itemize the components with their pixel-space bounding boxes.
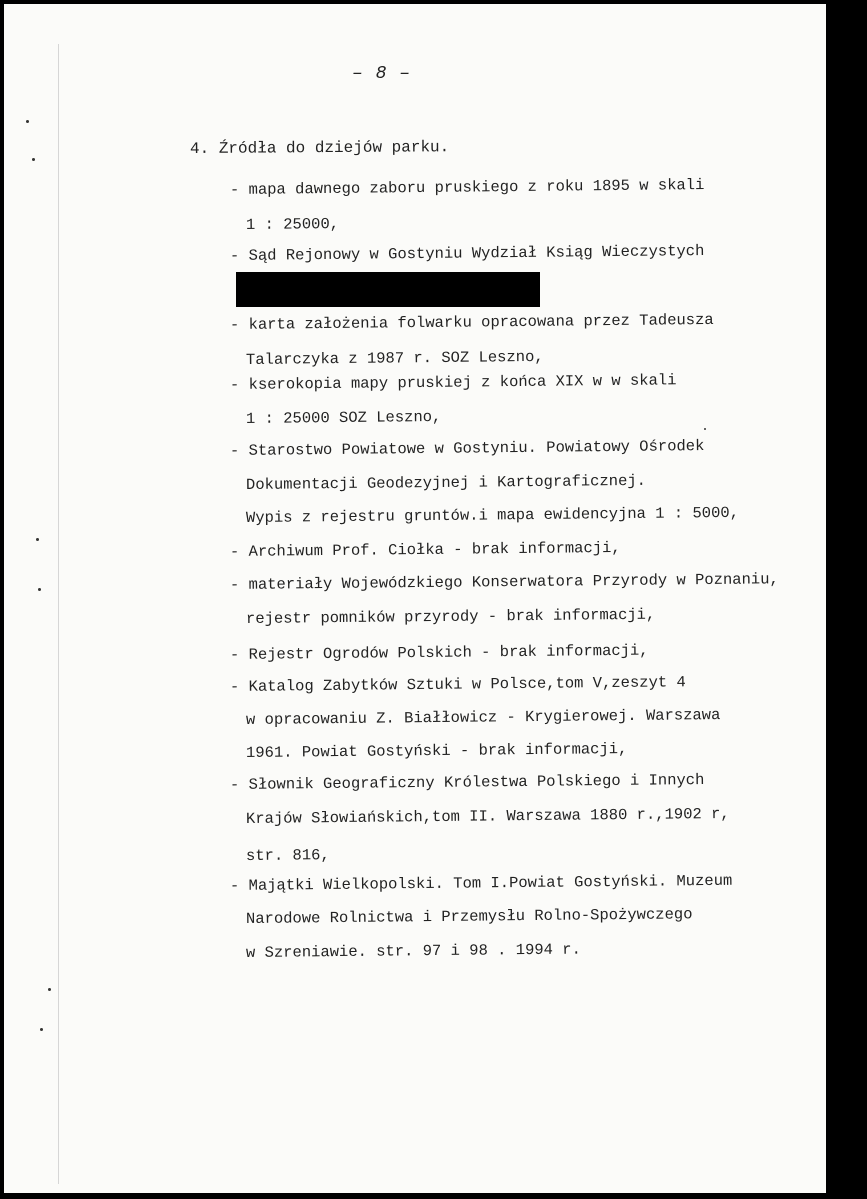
list-item-line: - karta założenia folwarku opracowana przez Tadeusza (229, 310, 714, 334)
list-item-line: - Sąd Rejonowy w Gostyniu Wydział Ksiąg Wieczystych (229, 242, 705, 265)
speck-mark (36, 538, 39, 541)
list-item-line: Talarczyka z 1987 r. SOZ Leszno, (245, 347, 544, 369)
speck-mark (48, 988, 51, 991)
list-item-line: - kserokopia mapy pruskiej z końca XIX w w skali (229, 371, 677, 394)
list-item-line: - Majątki Wielkopolski. Tom I.Powiat Gostyński. Muzeum (229, 871, 733, 895)
speck-mark (40, 1028, 43, 1031)
list-item-line: Narodowe Rolnictwa i Przemysłu Rolno-Spożywczego (245, 905, 693, 928)
list-item-line: - Rejestr Ogrodów Polskich - brak informacji, (229, 641, 649, 664)
list-item-line: str. 816, (245, 846, 330, 865)
list-item-line: Dokumentacji Geodezyjnej i Kartograficznej. (245, 471, 647, 494)
page-number: – 8 – (352, 64, 412, 84)
list-item-line: w opracowaniu Z. Białłowicz - Krygierowej. Warszawa (245, 706, 721, 729)
speck-mark (704, 428, 706, 430)
list-item-line: - Katalog Zabytków Sztuki w Polsce,tom V,zeszyt 4 (229, 673, 686, 696)
list-item-line: rejestr pomników przyrody - brak informacji, (245, 605, 656, 628)
list-item-line: w Szreniawie. str. 97 i 98 . 1994 r. (245, 940, 581, 962)
list-item-line: - Archiwum Prof. Ciołka - brak informacji, (229, 538, 621, 561)
list-item-line: - Starostwo Powiatowe w Gostyniu. Powiatowy Ośrodek (229, 437, 705, 460)
list-item-line: 1961. Powiat Gostyński - brak informacji, (245, 740, 628, 762)
speck-mark (38, 588, 41, 591)
list-item-line: - Słownik Geograficzny Królestwa Polskiego i Innych (229, 771, 705, 794)
document-page (4, 4, 826, 1193)
list-item-line: 1 : 25000 SOZ Leszno, (245, 407, 442, 428)
list-item-line: - materiały Wojewódzkiego Konserwatora Przyrody w Poznaniu, (229, 570, 779, 594)
list-item-line: Wypis z rejestru gruntów.i mapa ewidencyjna 1 : 5000, (245, 503, 740, 527)
speck-mark (26, 120, 29, 123)
list-item-line: Krajów Słowiańskich,tom II. Warszawa 1880 r.,1902 r, (245, 804, 730, 828)
speck-mark (32, 158, 35, 161)
list-item-line: 1 : 25000, (245, 215, 340, 234)
section-title: 4. Źródła do dziejów parku. (189, 138, 450, 158)
redaction-bar (236, 272, 540, 307)
list-item-line: - mapa dawnego zaboru pruskiego z roku 1895 w skali (229, 176, 705, 199)
margin-line (58, 44, 59, 1184)
